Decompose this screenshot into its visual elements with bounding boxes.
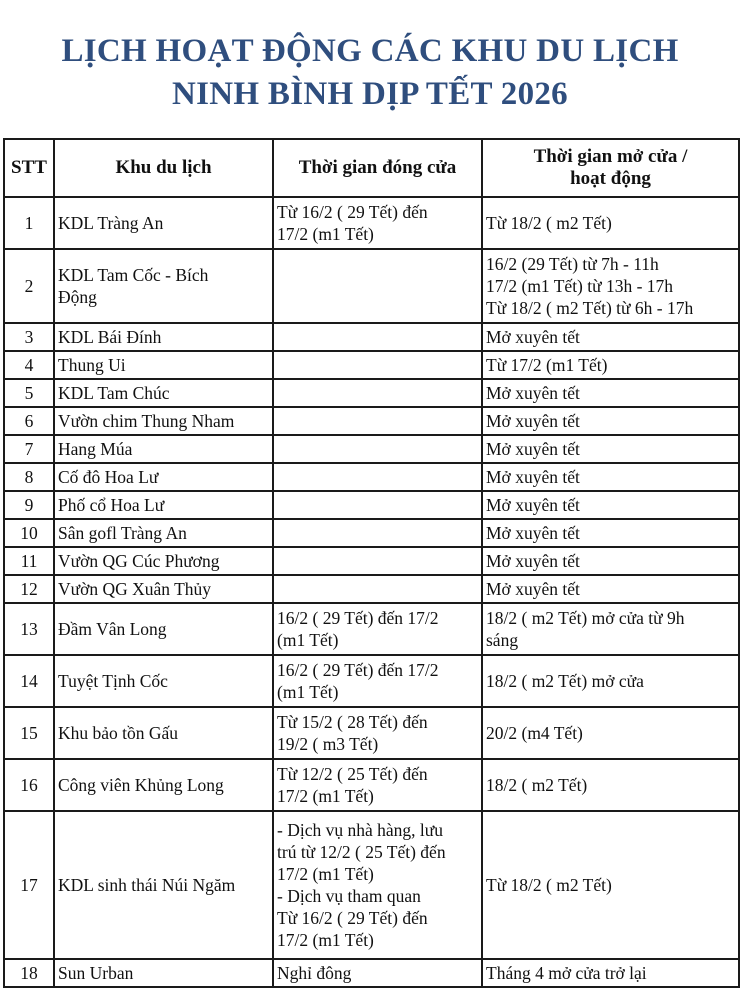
cell-name (54, 959, 273, 987)
cell-close-time-line: Từ 12/2 ( 25 Tết) đến (277, 764, 428, 784)
cell-stt: 2 (4, 249, 54, 323)
title-line-1: LỊCH HOẠT ĐỘNG CÁC KHU DU LỊCH (61, 33, 679, 69)
table-row (4, 811, 739, 959)
cell-close-time (273, 759, 482, 811)
table-row (4, 707, 739, 759)
cell-close-time-line: - Dịch vụ nhà hàng, lưu (277, 820, 443, 840)
cell-close-time (273, 519, 482, 547)
cell-close-time-line: 16/2 ( 29 Tết) đến 17/2 (277, 660, 439, 680)
header-open-time (482, 139, 739, 197)
cell-name-line: Vườn chim Thung Nham (58, 411, 235, 431)
cell-close-time (273, 435, 482, 463)
cell-name-line: KDL Tam Chúc (58, 383, 170, 403)
cell-name (54, 575, 273, 603)
cell-close-time (273, 463, 482, 491)
cell-name (54, 323, 273, 351)
table-header-row (4, 139, 739, 197)
cell-name-line: Sun Urban (58, 963, 134, 983)
table-row (4, 351, 739, 379)
cell-close-time-line: trú từ 12/2 ( 25 Tết) đến (277, 842, 446, 862)
cell-open-time-line: Tháng 4 mở cửa trở lại (486, 963, 647, 983)
cell-open-time-line: Từ 17/2 (m1 Tết) (486, 355, 608, 375)
title-line-2: NINH BÌNH DỊP TẾT 2026 (172, 76, 568, 112)
cell-open-time (482, 435, 739, 463)
table-row (4, 959, 739, 987)
cell-name (54, 197, 273, 249)
cell-stt: 14 (4, 655, 54, 707)
cell-stt: 4 (4, 351, 54, 379)
cell-open-time (482, 759, 739, 811)
cell-close-time (273, 491, 482, 519)
cell-name-line: Cố đô Hoa Lư (58, 467, 159, 487)
table-row (4, 323, 739, 351)
cell-open-time-line: Mở xuyên tết (486, 579, 580, 599)
cell-name-line: KDL Bái Đính (58, 327, 162, 347)
cell-stt: 12 (4, 575, 54, 603)
cell-open-time (482, 491, 739, 519)
cell-close-time-line: (m1 Tết) (277, 682, 339, 702)
table-row (4, 491, 739, 519)
cell-open-time (482, 603, 739, 655)
cell-open-time (482, 323, 739, 351)
table-row (4, 575, 739, 603)
cell-open-time (482, 407, 739, 435)
schedule-table (3, 138, 740, 988)
cell-open-time (482, 519, 739, 547)
cell-close-time-line: 17/2 (m1 Tết) (277, 224, 374, 244)
cell-name-line: Vườn QG Cúc Phương (58, 551, 220, 571)
cell-open-time-line: Mở xuyên tết (486, 495, 580, 515)
cell-open-time (482, 463, 739, 491)
cell-open-time (482, 249, 739, 323)
cell-close-time (273, 407, 482, 435)
table-row (4, 407, 739, 435)
cell-open-time (482, 379, 739, 407)
cell-open-time-line: 18/2 ( m2 Tết) mở cửa từ 9h (486, 608, 685, 628)
cell-close-time-line: 17/2 (m1 Tết) (277, 930, 374, 950)
cell-stt: 13 (4, 603, 54, 655)
cell-close-time (273, 351, 482, 379)
cell-name (54, 463, 273, 491)
cell-close-time (273, 379, 482, 407)
cell-name (54, 407, 273, 435)
cell-open-time (482, 811, 739, 959)
header-open-time-line-2: hoạt động (570, 168, 651, 189)
cell-open-time-line: 18/2 ( m2 Tết) (486, 775, 588, 795)
cell-name (54, 707, 273, 759)
cell-name (54, 603, 273, 655)
cell-open-time (482, 707, 739, 759)
header-name: Khu du lịch (54, 139, 273, 197)
cell-stt: 1 (4, 197, 54, 249)
table-row (4, 379, 739, 407)
cell-open-time (482, 655, 739, 707)
cell-name (54, 379, 273, 407)
cell-close-time (273, 547, 482, 575)
cell-name-line: Khu bảo tồn Gấu (58, 723, 179, 743)
cell-name (54, 547, 273, 575)
cell-close-time (273, 197, 482, 249)
table-row (4, 197, 739, 249)
header-stt: STT (4, 139, 54, 197)
cell-stt: 6 (4, 407, 54, 435)
cell-name-line: Phố cổ Hoa Lư (58, 495, 165, 515)
cell-open-time-line: Mở xuyên tết (486, 439, 580, 459)
cell-close-time-line: - Dịch vụ tham quan (277, 886, 421, 906)
header-open-time-line-1: Thời gian mở cửa / (533, 146, 688, 167)
table-row (4, 519, 739, 547)
header-close-time: Thời gian đóng cửa (273, 139, 482, 197)
cell-open-time (482, 351, 739, 379)
cell-close-time (273, 249, 482, 323)
cell-open-time-line: Mở xuyên tết (486, 411, 580, 431)
cell-stt: 8 (4, 463, 54, 491)
cell-name-line: Thung Ui (58, 355, 126, 375)
cell-open-time-line: Mở xuyên tết (486, 327, 580, 347)
cell-close-time (273, 959, 482, 987)
cell-close-time (273, 603, 482, 655)
cell-name (54, 519, 273, 547)
cell-close-time-line: 17/2 (m1 Tết) (277, 786, 374, 806)
cell-stt: 5 (4, 379, 54, 407)
cell-close-time-line: 19/2 ( m3 Tết) (277, 734, 379, 754)
table-row (4, 463, 739, 491)
cell-name-line: KDL Tam Cốc - Bích (58, 265, 209, 285)
cell-open-time-line: Mở xuyên tết (486, 551, 580, 571)
cell-name-line: Động (58, 287, 97, 307)
cell-name-line: KDL Tràng An (58, 213, 164, 233)
cell-open-time-line: 20/2 (m4 Tết) (486, 723, 583, 743)
cell-stt: 3 (4, 323, 54, 351)
cell-close-time-line: (m1 Tết) (277, 630, 339, 650)
cell-close-time-line: Từ 16/2 ( 29 Tết) đến (277, 202, 428, 222)
cell-name-line: Tuyệt Tịnh Cốc (58, 671, 168, 691)
cell-name-line: Công viên Khủng Long (58, 775, 224, 795)
cell-stt: 18 (4, 959, 54, 987)
table-row (4, 547, 739, 575)
table-row (4, 603, 739, 655)
cell-open-time-line: Từ 18/2 ( m2 Tết) (486, 875, 612, 895)
cell-name (54, 655, 273, 707)
cell-name (54, 435, 273, 463)
cell-stt: 16 (4, 759, 54, 811)
cell-open-time (482, 197, 739, 249)
cell-stt: 7 (4, 435, 54, 463)
cell-stt: 17 (4, 811, 54, 959)
table-row (4, 249, 739, 323)
cell-name (54, 759, 273, 811)
cell-close-time-line: Từ 16/2 ( 29 Tết) đến (277, 908, 428, 928)
cell-stt: 9 (4, 491, 54, 519)
cell-name (54, 249, 273, 323)
cell-close-time-line: Nghỉ đông (277, 963, 352, 983)
cell-name-line: Vườn QG Xuân Thủy (58, 579, 212, 599)
cell-close-time-line: 16/2 ( 29 Tết) đến 17/2 (277, 608, 439, 628)
cell-open-time-line: Mở xuyên tết (486, 467, 580, 487)
table-row (4, 655, 739, 707)
cell-open-time-line: Mở xuyên tết (486, 523, 580, 543)
cell-name-line: KDL sinh thái Núi Ngăm (58, 875, 236, 895)
table-row (4, 759, 739, 811)
cell-close-time (273, 575, 482, 603)
cell-close-time (273, 707, 482, 759)
cell-close-time (273, 323, 482, 351)
cell-stt: 10 (4, 519, 54, 547)
cell-name-line: Sân gofl Tràng An (58, 523, 187, 543)
cell-open-time (482, 959, 739, 987)
cell-open-time-line: 16/2 (29 Tết) từ 7h - 11h (486, 254, 659, 274)
cell-close-time-line: Từ 15/2 ( 28 Tết) đến (277, 712, 428, 732)
cell-close-time-line: 17/2 (m1 Tết) (277, 864, 374, 884)
cell-close-time (273, 655, 482, 707)
cell-name-line: Đầm Vân Long (58, 619, 167, 639)
cell-open-time-line: Từ 18/2 ( m2 Tết) (486, 213, 612, 233)
cell-name (54, 491, 273, 519)
cell-open-time-line: 17/2 (m1 Tết) từ 13h - 17h (486, 276, 674, 296)
cell-open-time-line: 18/2 ( m2 Tết) mở cửa (486, 671, 644, 691)
table-row (4, 435, 739, 463)
cell-name (54, 351, 273, 379)
cell-open-time-line: Mở xuyên tết (486, 383, 580, 403)
cell-open-time (482, 575, 739, 603)
cell-open-time-line: Từ 18/2 ( m2 Tết) từ 6h - 17h (486, 298, 694, 318)
cell-stt: 11 (4, 547, 54, 575)
cell-close-time (273, 811, 482, 959)
cell-open-time (482, 547, 739, 575)
cell-stt: 15 (4, 707, 54, 759)
cell-open-time-line: sáng (486, 630, 519, 650)
cell-name (54, 811, 273, 959)
page-title (0, 30, 740, 116)
cell-name-line: Hang Múa (58, 439, 133, 459)
